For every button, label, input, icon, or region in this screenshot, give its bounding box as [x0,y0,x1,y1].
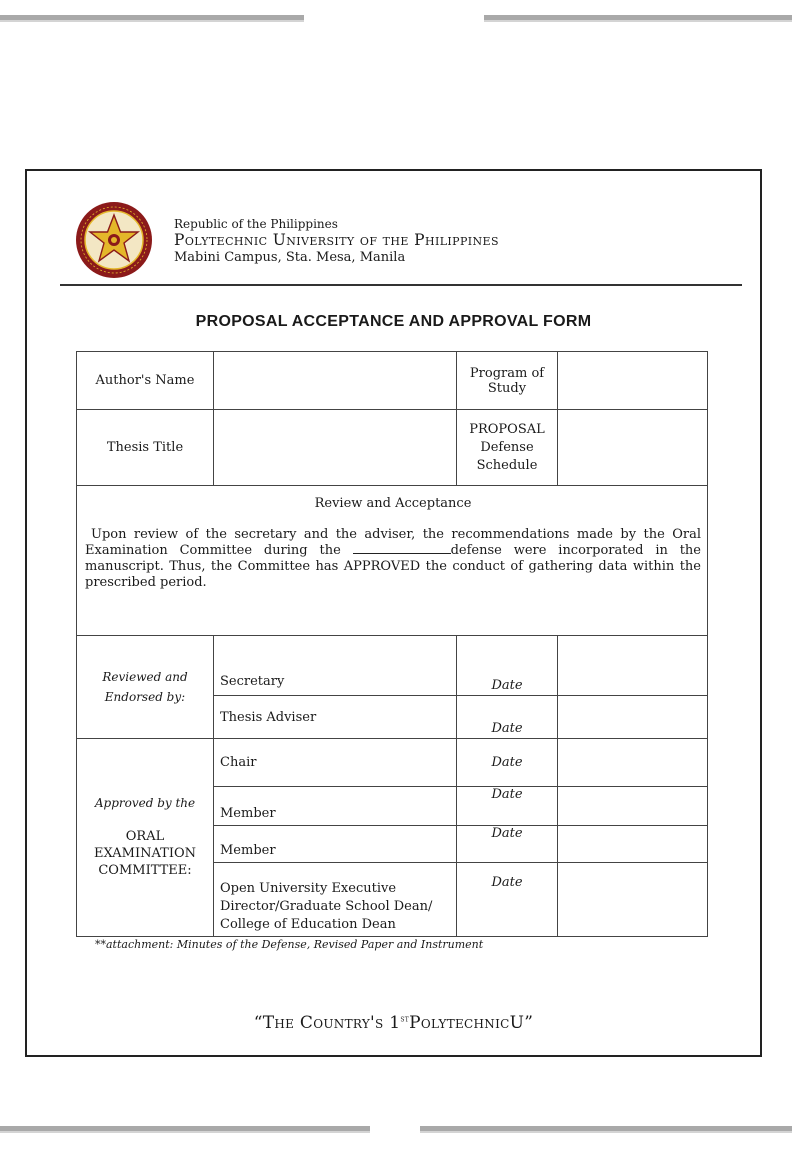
chair-date-label: Date [457,739,558,787]
university-name: Polytechnic University of the Philippines [174,231,499,249]
thesis-title-label: Thesis Title [77,410,214,486]
approved-by-label: Approved by the [94,796,196,810]
author-row [77,352,708,410]
member-date-label-2: Date [457,826,558,863]
form-title: PROPOSAL ACCEPTANCE AND APPROVAL FORM [195,313,592,330]
dean-signature-field[interactable] [558,863,708,937]
form-page-frame [25,169,762,1057]
defense-schedule-field[interactable] [558,410,708,486]
attachment-note: **attachment: Minutes of the Defense, Revised Paper and Instrument [95,938,484,951]
review-and-acceptance [77,486,708,636]
review-row [77,486,708,636]
bottom-right-decor-bar [420,1126,792,1133]
chair-signature-field[interactable] [558,739,708,787]
thesis-row [77,410,708,486]
member-role-2: Member [214,826,457,863]
secretary-signature-field[interactable] [558,636,708,696]
member-signature-field-2[interactable] [558,826,708,863]
top-right-decor-bar [484,15,792,22]
chair-role: Chair [214,739,457,787]
program-of-study-field[interactable] [558,352,708,410]
header-divider [60,284,742,286]
dean-role: Open University Executive Director/Graduate School Dean/ College of Education Dean [214,863,457,937]
thesis-adviser-role: Thesis Adviser [214,696,457,739]
member-role-1: Member [214,787,457,826]
author-name-label: Author's Name [77,352,214,410]
university-motto: “The Country's 1stPolytechnicU” [253,1013,534,1033]
secretary-row [77,636,708,696]
secretary-role: Secretary [214,636,457,696]
approval-form-table [76,351,708,937]
review-text: Upon review of the secretary and the adviser, the recommendations made by the Oral Examination Committee during the defense were incorporated in the manuscript. Thus, the Committee has APPROVED the conduct of gathering data within the prescribed period. [85,527,702,590]
review-title: Review and Acceptance [314,496,472,511]
program-of-study-label: Program of Study [457,352,558,410]
secretary-date-label: Date [457,636,558,696]
defense-schedule-label: PROPOSAL Defense Schedule [457,410,558,486]
defense-type-blank[interactable] [353,543,451,554]
letterhead [74,200,754,280]
university-seal-icon [74,200,154,280]
republic-line: Republic of the Philippines [174,217,338,231]
adviser-date-label: Date [457,696,558,739]
campus-line: Mabini Campus, Sta. Mesa, Manila [174,250,406,265]
chair-row [77,739,708,787]
reviewed-endorsed-label: Reviewed and Endorsed by: [77,636,214,739]
member-signature-field-1[interactable] [558,787,708,826]
thesis-title-field[interactable] [214,410,457,486]
top-left-decor-bar [0,15,304,22]
letterhead-text [174,217,499,265]
member-date-label-1: Date [457,787,558,826]
bottom-left-decor-bar [0,1126,370,1133]
author-name-field[interactable] [214,352,457,410]
approval-committee-label [77,739,214,937]
adviser-signature-field[interactable] [558,696,708,739]
dean-date-label: Date [457,863,558,937]
committee-name: ORAL EXAMINATION COMMITTEE: [93,829,196,878]
